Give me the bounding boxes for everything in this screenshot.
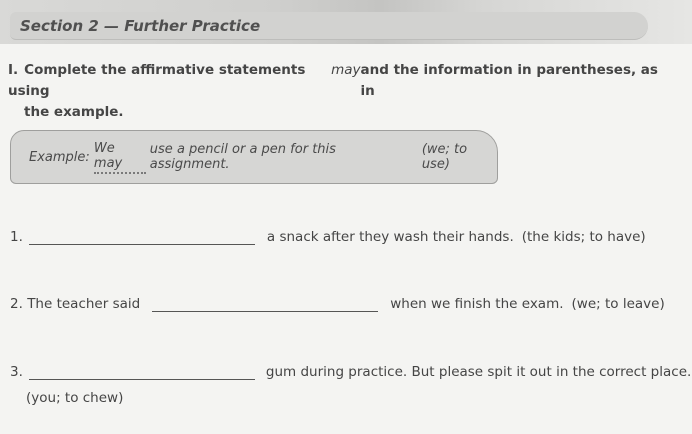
item-number: 2. [10, 296, 23, 312]
item-hint: (the kids; to have) [521, 229, 646, 245]
item-number: 1. [10, 229, 23, 245]
instruction-line-1 [8, 60, 658, 102]
instruction-text-a: Complete the affirmative statements using [8, 62, 306, 99]
section-title: Section 2 — Further Practice [20, 16, 261, 35]
section-header [10, 12, 648, 40]
answer-blank-3[interactable] [29, 365, 255, 380]
instruction-number: I. [8, 62, 19, 78]
item-text: a snack after they wash their hands. [266, 229, 514, 245]
answer-blank-1[interactable] [29, 230, 255, 245]
instruction-emphasis: may [331, 62, 361, 78]
exercise-item-2 [10, 296, 665, 312]
instruction [8, 60, 658, 123]
exercise-item-3 [10, 364, 691, 380]
example-answer: We may [94, 141, 146, 174]
example-hint: (we; to use) [421, 142, 468, 172]
item-text: gum during practice. But please spit it out in the correct place. [265, 364, 692, 380]
item-number: 3. [10, 364, 23, 380]
example-text: use a pencil or a pen for this assignment. [149, 142, 336, 172]
item-hint-3: (you; to chew) [26, 390, 124, 406]
example-label: Example: [29, 149, 90, 165]
exercise-item-1 [10, 229, 646, 245]
item-hint: (we; to leave) [571, 296, 665, 312]
example-box [10, 130, 498, 184]
item-text: when we finish the exam. [390, 296, 564, 312]
item-prefix: The teacher said [27, 296, 141, 312]
answer-blank-2[interactable] [152, 297, 378, 312]
instruction-text-b: and the information in parentheses, as in [360, 62, 658, 99]
instruction-line-2: the example. [24, 104, 124, 120]
